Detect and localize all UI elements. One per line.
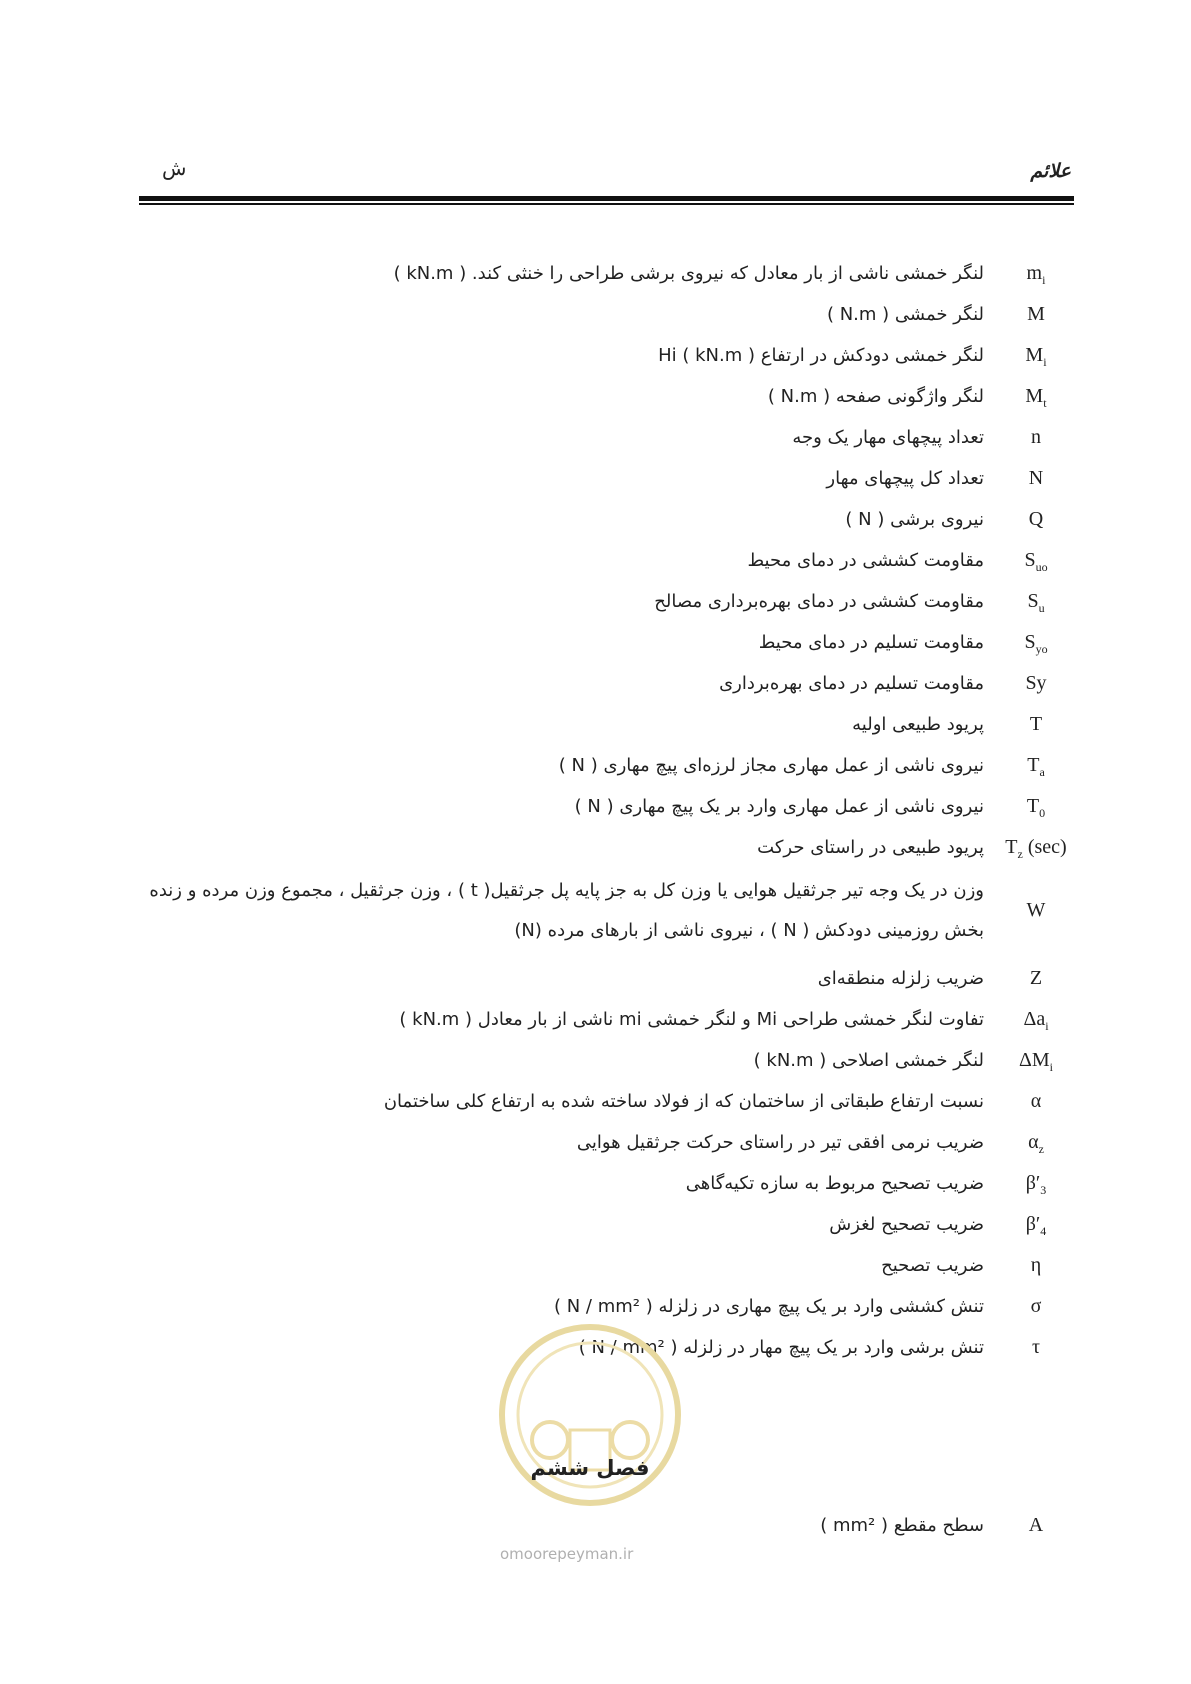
symbol-row xyxy=(139,625,1074,665)
symbol-row xyxy=(139,961,1074,1001)
symbol-description: ضریب زلزله منطقه‌ای xyxy=(817,968,984,989)
symbol-description: مقاومت کششی در دمای محیط xyxy=(747,550,984,571)
symbol-description: وزن در یک وجه تیر جرثقیل هوایی یا وزن کل به جز پایه پل جرثقیل( t ) ، وزن جرثقیل ، مجموع وزن مرده و زنده بخش روزمینی دودکش ( N ) ، نیروی ناشی از بارهای مرده (N) xyxy=(149,880,984,941)
symbol-base: S xyxy=(1024,549,1036,571)
symbol-row xyxy=(139,420,1074,460)
symbol xyxy=(998,631,1074,657)
symbol xyxy=(998,672,1074,695)
symbol-base: S xyxy=(1024,631,1036,653)
symbol xyxy=(998,1254,1074,1277)
symbol-row xyxy=(139,1125,1074,1165)
symbol-description: تعداد پیچهای مهار یک وجه xyxy=(792,427,984,448)
symbol-description: مقاومت تسلیم در دمای محیط xyxy=(758,632,984,653)
symbol-subscript: 3 xyxy=(1040,1183,1047,1197)
symbol xyxy=(998,967,1074,990)
symbol xyxy=(998,1049,1074,1075)
symbol-base: Δa xyxy=(1023,1008,1046,1030)
symbol-description: لنگر خمشی دودکش در ارتفاع Hi ( kN.m ) xyxy=(658,345,984,366)
header-rule-thin xyxy=(139,203,1074,205)
symbol-row xyxy=(139,543,1074,583)
symbol-subscript: 0 xyxy=(1039,806,1046,820)
symbol-row xyxy=(139,871,1074,955)
symbol-row xyxy=(139,461,1074,501)
symbol-subscript: yo xyxy=(1035,642,1048,656)
symbol-description: لنگر خمشی ( N.m ) xyxy=(826,304,984,325)
symbol-description: تفاوت لنگر خمشی طراحی Mi و لنگر خمشی mi ناشی از بار معادل ( kN.m ) xyxy=(399,1009,984,1030)
symbol-row xyxy=(139,1084,1074,1124)
symbol-base: τ xyxy=(1031,1336,1041,1358)
symbol-base: n xyxy=(1031,426,1041,448)
symbol-row xyxy=(139,789,1074,829)
symbol xyxy=(998,754,1074,780)
symbol xyxy=(998,713,1074,736)
symbol-subscript: 4 xyxy=(1040,1224,1047,1238)
symbol-description: مقاومت کششی در دمای بهره‌برداری مصالح xyxy=(654,591,984,612)
symbol-subscript: z xyxy=(1038,1142,1044,1156)
symbol-base: S xyxy=(1027,590,1039,612)
symbol-row xyxy=(139,1248,1074,1288)
symbol-description: لنگر خمشی ناشی از بار معادل که نیروی برشی طراحی را خنثی کند. ( kN.m ) xyxy=(393,263,984,284)
symbol-description: نیروی ناشی از عمل مهاری مجاز لرزه‌ای پیچ مهاری ( N ) xyxy=(558,755,984,776)
symbol xyxy=(998,426,1074,449)
symbol-description: نسبت ارتفاع طبقاتی از ساختمان که از فولاد ساخته شده به ارتفاع کلی ساختمان xyxy=(383,1091,984,1112)
symbol-base: T xyxy=(1005,836,1018,858)
symbol-base: M xyxy=(1025,344,1044,366)
symbol-row xyxy=(139,1508,1074,1548)
symbol xyxy=(998,590,1074,616)
symbol-row xyxy=(139,1002,1074,1042)
symbol-subscript: i xyxy=(1042,273,1046,287)
symbol-base: M xyxy=(1025,385,1044,407)
symbol-base: Sy xyxy=(1025,672,1047,694)
symbol-description: پریود طبیعی در راستای حرکت xyxy=(757,837,984,858)
symbol-base: T xyxy=(1029,713,1043,735)
symbol-row xyxy=(139,666,1074,706)
symbol-row xyxy=(139,1043,1074,1083)
symbol-subscript: i xyxy=(1045,1019,1049,1033)
symbol-base: T xyxy=(1027,754,1040,776)
watermark-url: omoorepeyman.ir xyxy=(500,1545,634,1563)
symbol xyxy=(998,899,1074,922)
symbol xyxy=(998,262,1074,288)
symbol-subscript: t xyxy=(1043,396,1047,410)
symbol-base: A xyxy=(1028,1514,1044,1536)
symbol-description: تنش برشی وارد بر یک پیچ مهار در زلزله ( N / mm² ) xyxy=(578,1337,984,1358)
symbol-description: پریود طبیعی اولیه xyxy=(852,714,984,735)
symbol-description: ضریب تصحیح xyxy=(881,1255,984,1276)
symbol-row xyxy=(139,502,1074,542)
symbol-row xyxy=(139,1166,1074,1206)
symbol xyxy=(998,549,1074,575)
symbol xyxy=(998,1295,1074,1318)
symbol-base: ΔM xyxy=(1019,1049,1050,1071)
symbol-row xyxy=(139,297,1074,337)
symbol-base: σ xyxy=(1030,1295,1042,1317)
symbol xyxy=(998,795,1074,821)
header-title: علائم xyxy=(1030,160,1071,182)
header-rule xyxy=(139,196,1074,201)
symbol-base: W xyxy=(1026,899,1046,921)
symbol xyxy=(998,385,1074,411)
symbol-unit: (sec) xyxy=(1022,836,1067,858)
symbol-base: η xyxy=(1030,1254,1042,1276)
symbol-subscript: a xyxy=(1039,765,1045,779)
symbol xyxy=(998,303,1074,326)
symbol-row xyxy=(139,256,1074,296)
symbol-description: ضریب تصحیح مربوط به سازه تکیه‌گاهی xyxy=(685,1173,984,1194)
symbol-subscript: z xyxy=(1017,847,1023,861)
symbol-base: T xyxy=(1026,795,1040,817)
symbol-row xyxy=(139,830,1074,870)
symbol-description: نیروی برشی ( N ) xyxy=(845,509,984,530)
symbol-description: لنگر خمشی اصلاحی ( kN.m ) xyxy=(753,1050,984,1071)
symbol-base: α xyxy=(1030,1090,1042,1112)
page-number: ش xyxy=(162,156,187,180)
symbol-subscript: u xyxy=(1038,601,1045,615)
symbol-base: β′ xyxy=(1025,1213,1041,1235)
symbol xyxy=(998,508,1074,531)
chapter-title: فصل ششم xyxy=(530,1456,650,1480)
symbol-row xyxy=(139,379,1074,419)
symbol xyxy=(998,467,1074,490)
symbol-description: نیروی ناشی از عمل مهاری وارد بر یک پیچ مهاری ( N ) xyxy=(574,796,984,817)
symbol-row xyxy=(139,748,1074,788)
symbol-base: β′ xyxy=(1025,1172,1041,1194)
symbol xyxy=(998,1172,1074,1198)
symbol xyxy=(998,836,1074,862)
symbol-base: N xyxy=(1028,467,1044,489)
symbol xyxy=(998,1131,1074,1157)
symbol-base: Q xyxy=(1028,508,1044,530)
symbol-base: m xyxy=(1026,262,1043,284)
symbol xyxy=(998,1090,1074,1113)
symbol-row xyxy=(139,707,1074,747)
symbol-row xyxy=(139,584,1074,624)
symbol-row xyxy=(139,338,1074,378)
symbol-row xyxy=(139,1207,1074,1247)
symbol-base: M xyxy=(1027,303,1045,325)
publisher-seal xyxy=(490,1320,690,1510)
symbol-description: تنش کششی وارد بر یک پیچ مهاری در زلزله ( N / mm² ) xyxy=(553,1296,984,1317)
symbol-subscript: i xyxy=(1043,355,1047,369)
symbol-description: ضریب نرمی افقی تیر در راستای حرکت جرثقیل هوایی xyxy=(576,1132,984,1153)
symbol-description: ضریب تصحیح لغزش xyxy=(829,1214,984,1235)
symbol xyxy=(998,1336,1074,1359)
symbol xyxy=(998,1213,1074,1239)
symbol-base: Z xyxy=(1029,967,1043,989)
symbol-subscript: i xyxy=(1049,1060,1053,1074)
symbol xyxy=(998,1008,1074,1034)
symbol-description: لنگر واژگونی صفحه ( N.m ) xyxy=(767,386,984,407)
symbol-description: تعداد کل پیچهای مهار xyxy=(826,468,984,489)
symbol-base: α xyxy=(1028,1131,1039,1153)
symbol xyxy=(998,1514,1074,1537)
symbol-description: مقاومت تسلیم در دمای بهره‌برداری xyxy=(719,673,984,694)
symbol-subscript: uo xyxy=(1035,560,1048,574)
symbol-description: سطح مقطع ( mm² ) xyxy=(820,1515,984,1536)
symbol xyxy=(998,344,1074,370)
